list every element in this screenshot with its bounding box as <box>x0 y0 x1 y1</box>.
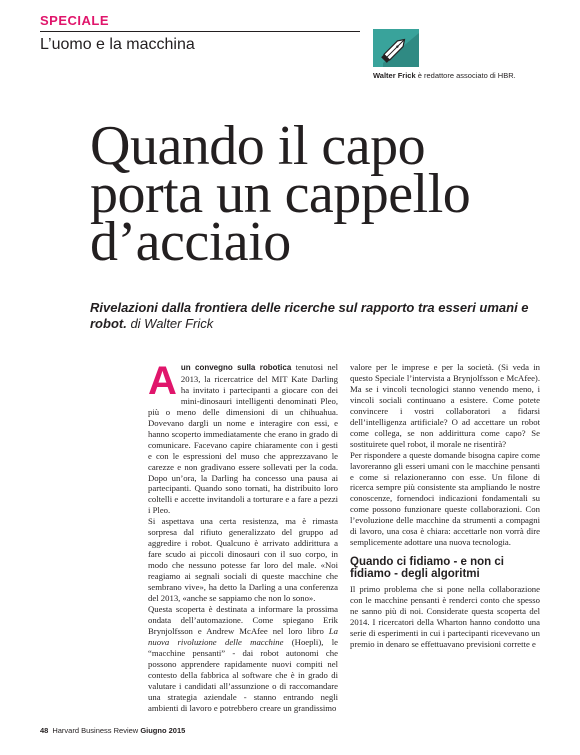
paragraph-text: tenutosi nel 2013, la ricercatrice del MIT Kate Darling ha invitato i partecipanti a giocare con dei mini-dinosauri intelligenti denominati Pleo, più o meno delle dimensioni di un chihuahua. Dovevano dargli un nome e interagire con essi, e hanno scoperto immediatamente che erano in grado di comunicare. Facevano capire chiaramente con i gesti e con le espressioni del muso che apprezzavano le carezze e non gradivano essere sollevati per la coda. Dopo un’ora, la Darling ha concesso una pausa ai partecipanti. Quando sono tornati, ha distribuito loro coltelli e accette invitandoli a torturare e a fare a pezzi i Pleo. <box>148 362 338 516</box>
section-title: L’uomo e la macchina <box>40 36 195 53</box>
headline-line: Quando il capo <box>90 115 426 177</box>
section-rule <box>40 31 360 32</box>
paragraph: Si aspettava una certa resistenza, ma è rimasta sorpresa dal rifiuto generalizzato del gruppo ad aggredire i robot. Qualcuno è arrivato addirittura a fare scudo ai piccoli dinosauri con il suo corpo, in modo che nessuno potesse far loro del male. «Noi reagiamo ai segnali sociali di queste macchine che sembrano vive», ha detto la Darling a una conferenza del 2013, «anche se sappiamo che non lo sono». <box>148 516 338 604</box>
book-title: La nuova rivoluzione delle macchine <box>148 625 338 647</box>
drop-cap: A <box>148 362 177 403</box>
subhead: Quando ci fidiamo - e non ci fidiamo - degli algoritmi <box>350 556 504 581</box>
page-footer <box>40 726 185 735</box>
paragraph <box>148 604 338 714</box>
author-note <box>373 71 533 81</box>
fountain-pen-icon <box>373 29 419 67</box>
issue-date: Giugno 2015 <box>140 726 186 735</box>
headline-line: porta un cappello <box>90 163 471 225</box>
paragraph: Per rispondere a queste domande bisogna capire come lavoreranno gli esseri umani con le macchine pensanti e come si relazioneranno con esse. Un filone di ricerca sempre più consistente sta ampliando le nostre conoscenze, fornendoci indicazioni fondamentali su come possono funzionare queste collaborazioni. Con l’evoluzione delle macchine da strumenti a compagni di lavoro, una cosa è chiara: accettarle non vorrà dire semplicemente adottare una nuova tecnologia. <box>350 449 540 548</box>
paragraph: Il primo problema che si pone nella collaborazione con le macchine pensanti è renderci conto che spesso ne sanno più di noi. Considerate questa scoperta del 2014. I ricercatori della Wharton hanno condotto una serie di esperimenti in cui i partecipanti ricevevano un premio in denaro se effettuavano previsioni corrette e <box>350 584 540 649</box>
paragraph-text: (Hoepli), le “macchine pensanti” - dai robot autonomi che possono apprendere rapidamente nuovi compiti nel contesto della fabbrica al software che è in grado di valutare i candidati all’assunzione o di raccomandare una strategia aziendale - stanno entrando negli ambienti di lavoro e potrebbero creare un grandissimo <box>148 636 338 713</box>
column-flow <box>350 362 540 650</box>
headline-line: d’acciaio <box>90 211 291 273</box>
section-kicker: SPECIALE <box>40 13 110 28</box>
deck-text: Rivelazioni dalla frontiera delle ricerche sul rapporto tra esseri umani e robot. <box>90 300 529 331</box>
author-name: Walter Frick <box>373 71 416 80</box>
author-description: è redattore associato di HBR. <box>415 71 516 80</box>
article-deck <box>90 300 540 332</box>
byline: di Walter Frick <box>126 316 214 331</box>
lead-in: un convegno sulla robotica <box>180 363 292 372</box>
publication-name: Harvard Business Review <box>52 726 139 735</box>
text-column-left <box>148 362 338 720</box>
text-column-right <box>350 362 540 720</box>
paragraph-text: Questa scoperta è destinata a informare la prossima ondata dell’automazione. Come spiegano Erik Brynjolfsson e Andrew McAfee nel loro libro <box>148 603 338 636</box>
paragraph <box>148 362 338 516</box>
page-number: 48 <box>40 726 49 735</box>
paragraph-continued: valore per le imprese e per la società. (Si veda in questo Speciale l’intervista a Brynjolfsson e McAfee). Ma se i vincoli tecnologici stanno venendo meno, i vincoli sociali continuano a esistere. Come potete convincere i vostri collaboratori a fidarsi dell’intelligenza artificiale? O ad accettare un robot come collega, se non addirittura come capo? Se sostituirete quel robot, il morale ne risentirà? <box>350 362 540 449</box>
article-headline <box>90 115 560 273</box>
